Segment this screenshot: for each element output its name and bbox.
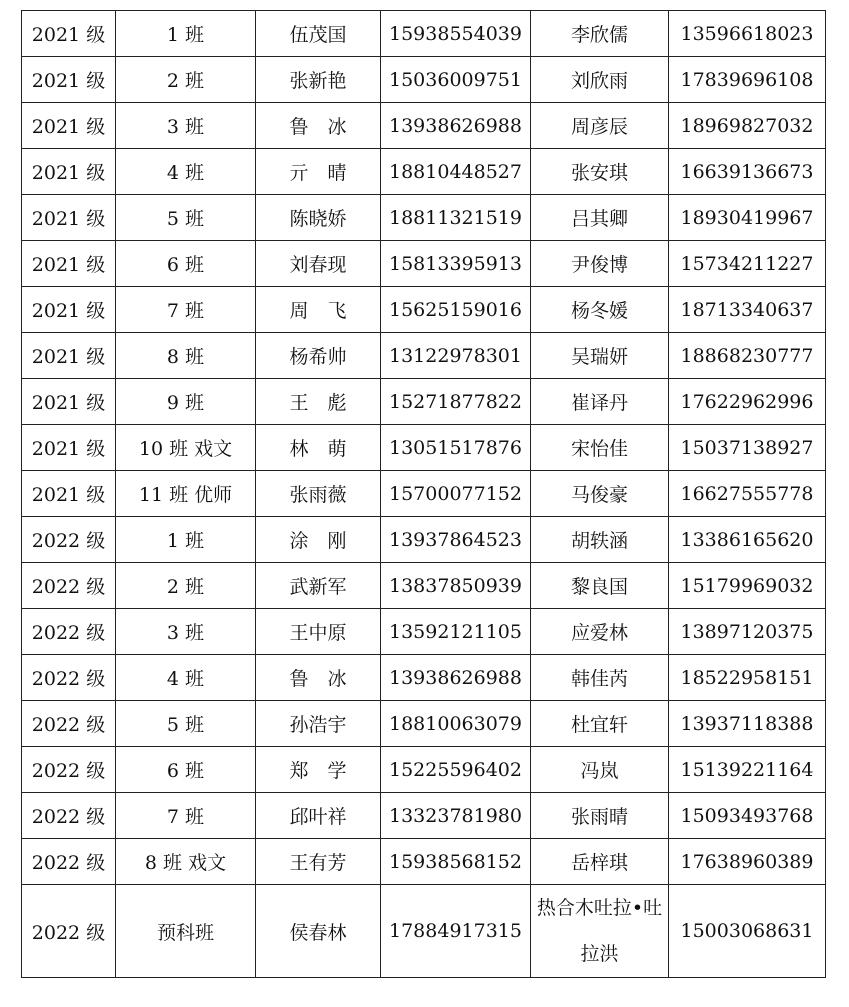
teacher-name-cell: 孙浩宇 [256,701,381,747]
teacher-phone-cell: 13938626988 [381,655,531,701]
grade-cell: 2022 级 [22,563,116,609]
student-name-cell: 杨冬媛 [531,287,669,333]
student-name-cell: 冯岚 [531,747,669,793]
table-row [22,839,826,885]
teacher-phone-cell: 15625159016 [381,287,531,333]
class-cell: 5 班 [116,701,256,747]
class-cell: 6 班 [116,241,256,287]
table-row [22,195,826,241]
table-row [22,655,826,701]
class-cell: 3 班 [116,103,256,149]
student-phone-cell: 18969827032 [669,103,826,149]
class-cell: 1 班 [116,517,256,563]
student-phone-cell: 15139221164 [669,747,826,793]
student-phone-cell: 15734211227 [669,241,826,287]
student-name-cell: 宋怡佳 [531,425,669,471]
teacher-name-cell: 郑 学 [256,747,381,793]
grade-cell: 2021 级 [22,379,116,425]
teacher-name-cell: 周 飞 [256,287,381,333]
student-phone-cell: 16639136673 [669,149,826,195]
student-name-cell: 应爱林 [531,609,669,655]
teacher-phone-cell: 18810448527 [381,149,531,195]
table-row [22,11,826,57]
student-phone-cell: 15003068631 [669,885,826,978]
student-name-cell: 吕其卿 [531,195,669,241]
teacher-phone-cell: 13122978301 [381,333,531,379]
grade-cell: 2021 级 [22,425,116,471]
student-phone-cell: 13937118388 [669,701,826,747]
teacher-phone-cell: 13051517876 [381,425,531,471]
grade-cell: 2021 级 [22,195,116,241]
class-cell: 5 班 [116,195,256,241]
table-row [22,287,826,333]
student-phone-cell: 18522958151 [669,655,826,701]
student-phone-cell: 13386165620 [669,517,826,563]
student-name-cell: 刘欣雨 [531,57,669,103]
grade-cell: 2022 级 [22,747,116,793]
table-row [22,517,826,563]
grade-cell: 2021 级 [22,149,116,195]
student-name-cell: 黎良国 [531,563,669,609]
grade-cell: 2022 级 [22,839,116,885]
teacher-phone-cell: 15813395913 [381,241,531,287]
class-cell: 9 班 [116,379,256,425]
teacher-name-cell: 武新军 [256,563,381,609]
table-row [22,793,826,839]
student-phone-cell: 17839696108 [669,57,826,103]
student-name-cell: 热合木吐拉•吐拉洪 [531,885,669,978]
class-cell: 2 班 [116,563,256,609]
class-cell: 7 班 [116,287,256,333]
student-phone-cell: 15179969032 [669,563,826,609]
teacher-name-cell: 邱叶祥 [256,793,381,839]
table-row [22,149,826,195]
table-row [22,57,826,103]
student-name-cell: 吴瑞妍 [531,333,669,379]
grade-cell: 2021 级 [22,241,116,287]
student-name-cell: 李欣儒 [531,11,669,57]
grade-cell: 2021 级 [22,103,116,149]
class-cell: 1 班 [116,11,256,57]
class-cell: 3 班 [116,609,256,655]
teacher-phone-cell: 15036009751 [381,57,531,103]
teacher-name-cell: 王 彪 [256,379,381,425]
table-row [22,747,826,793]
table-row [22,379,826,425]
teacher-name-cell: 鲁 冰 [256,103,381,149]
student-name-cell: 崔译丹 [531,379,669,425]
teacher-name-cell: 鲁 冰 [256,655,381,701]
teacher-name-cell: 张新艳 [256,57,381,103]
student-phone-cell: 17622962996 [669,379,826,425]
table-row [22,241,826,287]
teacher-phone-cell: 13323781980 [381,793,531,839]
teacher-name-cell: 侯春林 [256,885,381,978]
student-phone-cell: 16627555778 [669,471,826,517]
student-phone-cell: 17638960389 [669,839,826,885]
class-cell: 2 班 [116,57,256,103]
class-cell: 11 班 优师 [116,471,256,517]
table-row [22,471,826,517]
grade-cell: 2021 级 [22,57,116,103]
student-phone-cell: 18713340637 [669,287,826,333]
student-phone-cell: 15037138927 [669,425,826,471]
teacher-name-cell: 亓 晴 [256,149,381,195]
teacher-phone-cell: 15938554039 [381,11,531,57]
table-row [22,333,826,379]
grade-cell: 2021 级 [22,333,116,379]
teacher-phone-cell: 15225596402 [381,747,531,793]
teacher-name-cell: 林 萌 [256,425,381,471]
grade-cell: 2021 级 [22,11,116,57]
table-row [22,701,826,747]
student-name-cell: 张雨晴 [531,793,669,839]
grade-cell: 2022 级 [22,517,116,563]
contact-table [21,10,826,978]
class-cell: 8 班 戏文 [116,839,256,885]
student-name-cell: 杜宜轩 [531,701,669,747]
teacher-name-cell: 王中原 [256,609,381,655]
table-row [22,885,826,978]
grade-cell: 2022 级 [22,885,116,978]
class-cell: 8 班 [116,333,256,379]
teacher-name-cell: 张雨薇 [256,471,381,517]
class-cell: 10 班 戏文 [116,425,256,471]
class-cell: 7 班 [116,793,256,839]
teacher-phone-cell: 13937864523 [381,517,531,563]
student-name-cell: 胡轶涵 [531,517,669,563]
teacher-name-cell: 王有芳 [256,839,381,885]
student-phone-cell: 13596618023 [669,11,826,57]
grade-cell: 2022 级 [22,655,116,701]
grade-cell: 2021 级 [22,471,116,517]
teacher-phone-cell: 18810063079 [381,701,531,747]
teacher-phone-cell: 13837850939 [381,563,531,609]
teacher-phone-cell: 15938568152 [381,839,531,885]
teacher-name-cell: 刘春现 [256,241,381,287]
student-name-cell: 韩佳芮 [531,655,669,701]
teacher-phone-cell: 13938626988 [381,103,531,149]
grade-cell: 2021 级 [22,287,116,333]
class-cell: 预科班 [116,885,256,978]
table-row [22,609,826,655]
student-phone-cell: 18868230777 [669,333,826,379]
grade-cell: 2022 级 [22,609,116,655]
student-name-cell: 张安琪 [531,149,669,195]
grade-cell: 2022 级 [22,701,116,747]
teacher-phone-cell: 17884917315 [381,885,531,978]
grade-cell: 2022 级 [22,793,116,839]
table-row [22,563,826,609]
table-row [22,425,826,471]
student-name-cell: 周彦辰 [531,103,669,149]
student-phone-cell: 15093493768 [669,793,826,839]
class-cell: 4 班 [116,655,256,701]
student-name-cell: 马俊豪 [531,471,669,517]
teacher-phone-cell: 18811321519 [381,195,531,241]
student-name-cell: 岳梓琪 [531,839,669,885]
teacher-name-cell: 伍茂国 [256,11,381,57]
teacher-name-cell: 杨希帅 [256,333,381,379]
teacher-phone-cell: 13592121105 [381,609,531,655]
contact-table-body [22,11,826,978]
table-row [22,103,826,149]
student-phone-cell: 18930419967 [669,195,826,241]
teacher-name-cell: 涂 刚 [256,517,381,563]
student-name-cell: 尹俊博 [531,241,669,287]
teacher-phone-cell: 15271877822 [381,379,531,425]
teacher-name-cell: 陈晓娇 [256,195,381,241]
student-phone-cell: 13897120375 [669,609,826,655]
teacher-phone-cell: 15700077152 [381,471,531,517]
class-cell: 6 班 [116,747,256,793]
class-cell: 4 班 [116,149,256,195]
